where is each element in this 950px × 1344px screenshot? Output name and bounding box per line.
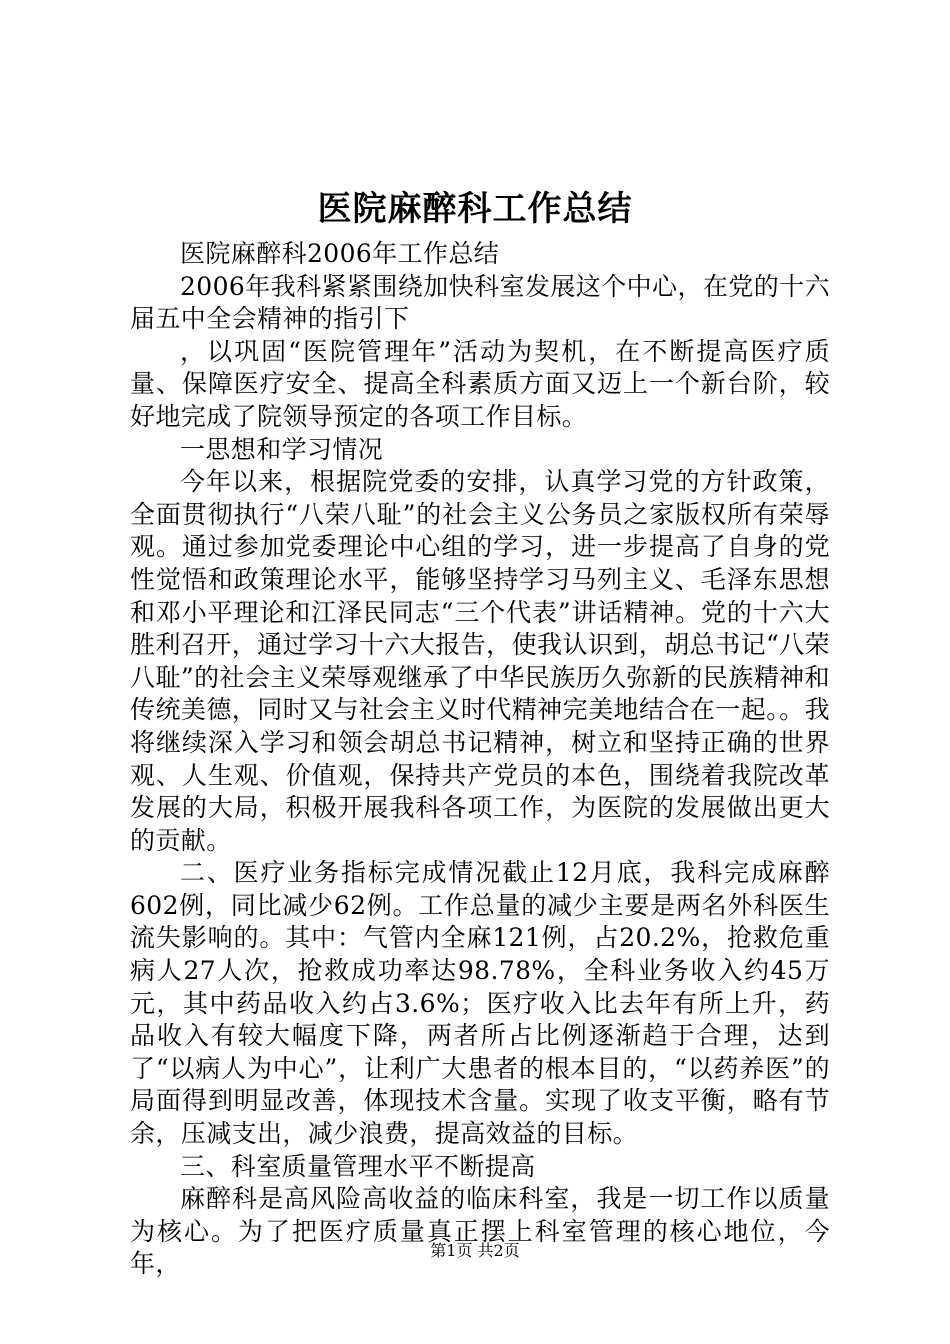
- paragraph-quality-management: 麻醉科是高风险高收益的临床科室，我是一切工作以质量为核心。为了把医疗质量真正摆上科室管理的核心地位，今年，: [130, 1184, 830, 1279]
- paragraph-intro-continued: ，以巩固“医院管理年”活动为契机，在不断提高医疗质量、保障医疗安全、提高全科素质方面又迈上一个新台阶，较好地完成了院领导预定的各项工作目标。: [130, 336, 830, 431]
- paragraph-business-indicators: 二、医疗业务指标完成情况截止12月底，我科完成麻醉602例，同比减少62例。工作总量的减少主要是两名外科医生流失影响的。其中：气管内全麻121例，占20.2%，抢救危重病人27人次，抢救成功率达98.78%，全科业务收入约45万元，其中药品收入约占3.6%；医疗收入比去年有所上升，药品收入有较大幅度下降，两者所占比例逐渐趋于合理，达到了“以病人为中心”，让利广大患者的根本目的，“以药养医”的局面得到明显改善，体现技术含量。实现了收支平衡，略有节余，压减支出，减少浪费，提高效益的目标。: [130, 858, 830, 1149]
- section-heading-quality-management: 三、科室质量管理水平不断提高: [180, 1151, 536, 1181]
- document-title: 医院麻醉科工作总结: [317, 189, 633, 229]
- paragraph-intro: 2006年我科紧紧围绕加快科室发展这个中心，在党的十六届五中全会精神的指引下: [130, 271, 830, 334]
- paragraph-thought-study: 今年以来，根据院党委的安排，认真学习党的方针政策，全面贯彻执行“八荣八耻”的社会主义公务员之家版权所有荣辱观。通过参加党委理论中心组的学习，进一步提高了自身的党性觉悟和政策理论水平，能够坚持学习马列主义、毛泽东思想和邓小平理论和江泽民同志“三个代表”讲话精神。党的十六大胜利召开，通过学习十六大报告，使我认识到，胡总书记“八荣八耻”的社会主义荣辱观继承了中华民族历久弥新的民族精神和传统美德，同时又与社会主义时代精神完美地结合在一起。。我将继续深入学习和领会胡总书记精神，树立和坚持正确的世界观、人生观、价值观，保持共产党员的本色，围绕着我院改革发展的大局，积极开展我科各项工作，为医院的发展做出更大的贡献。: [130, 467, 830, 855]
- paragraph-subtitle: 医院麻醉科2006年工作总结: [180, 239, 500, 268]
- page-number-footer: 第1页 共2页: [430, 1241, 520, 1260]
- document-body: [130, 238, 830, 1281]
- section-heading-thought-study: 一思想和学习情况: [180, 434, 384, 464]
